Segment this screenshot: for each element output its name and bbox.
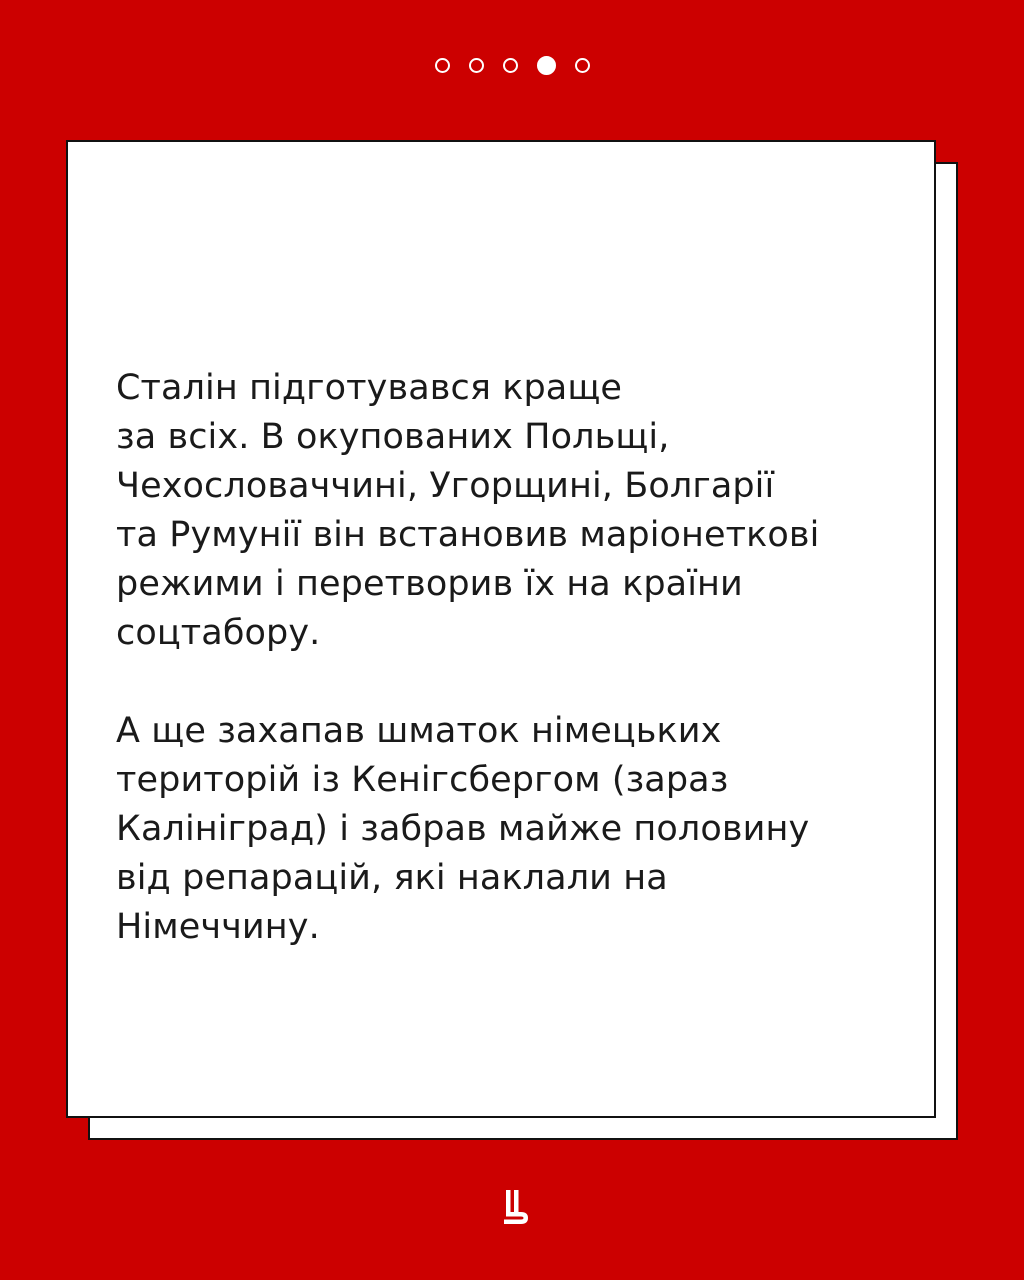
text-line: Сталін підготувався краще — [116, 368, 623, 408]
text-card — [66, 140, 936, 1118]
text-line: А ще захапав шматок німецьких — [116, 711, 722, 751]
pagination-dot-4[interactable] — [537, 56, 556, 75]
pagination-dot-1[interactable] — [435, 58, 450, 73]
text-line: Калініград) і забрав майже половину — [116, 809, 810, 849]
card-text — [116, 364, 886, 952]
text-line: режими і перетворив їх на країни — [116, 564, 743, 604]
text-line: та Румунії він встановив маріонеткові — [116, 515, 820, 555]
pagination-dots — [0, 56, 1024, 78]
text-line: Німеччину. — [116, 907, 320, 947]
paragraph-1 — [116, 364, 886, 658]
brand-logo-icon — [502, 1190, 530, 1226]
text-line: за всіх. В окупованих Польщі, — [116, 417, 670, 457]
paragraph-2 — [116, 707, 886, 952]
text-line: соцтабору. — [116, 613, 321, 653]
text-line: від репарацій, які наклали на — [116, 858, 668, 898]
text-line: територій із Кенігсбергом (зараз — [116, 760, 729, 800]
pagination-dot-5[interactable] — [575, 58, 590, 73]
pagination-dot-2[interactable] — [469, 58, 484, 73]
text-line: Чехословаччині, Угорщині, Болгарії — [116, 466, 775, 506]
pagination-dot-3[interactable] — [503, 58, 518, 73]
paragraph-spacer — [116, 658, 886, 707]
